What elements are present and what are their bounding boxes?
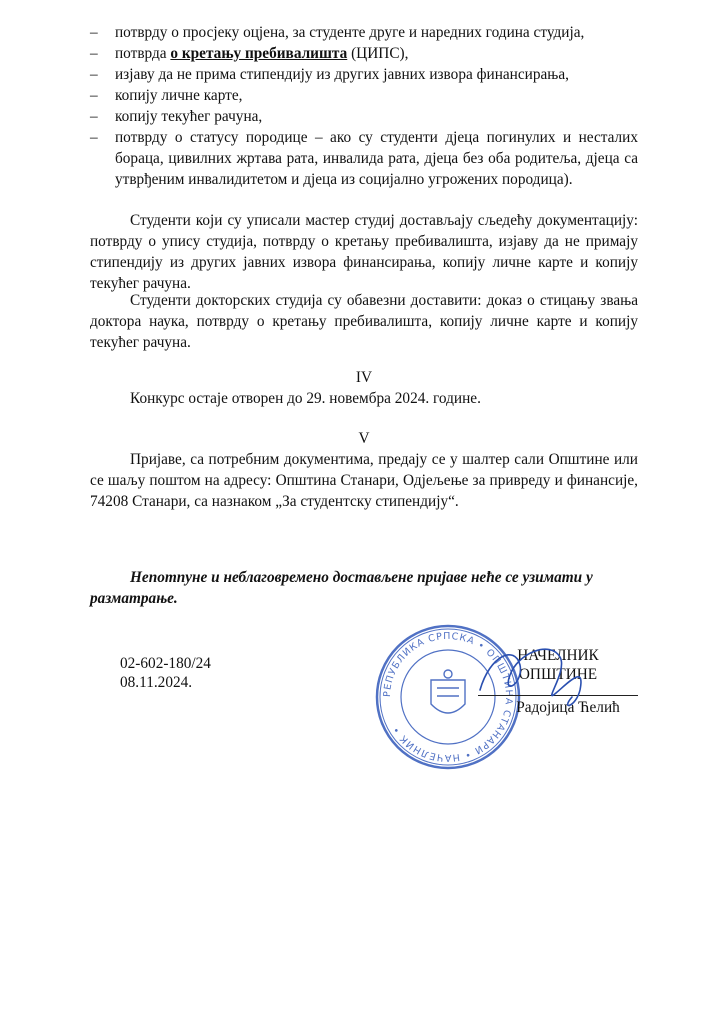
reference-date: 08.11.2024. [120, 674, 193, 691]
document-reference [120, 654, 211, 692]
list-item: – копију личне карте, [90, 87, 243, 104]
bullet-dash: – [90, 129, 98, 146]
bullet-dash: – [90, 24, 98, 41]
seal-text: РЕПУБЛИКА СРПСКА • ОПШТИНА СТАНАРИ • НАЧЕЛНИК • [381, 630, 515, 764]
bullet-dash: – [90, 108, 98, 125]
section-heading-v: V [358, 430, 370, 447]
bullet-dash: – [90, 45, 98, 62]
submission-paragraph: Пријаве, са потребним документима, предају се у шалтер сали Општине или се шаљу поштом на адресу: Општина Станари, Одјељење за привреду и финансије, 74208 Станари, са назнаком „За студентску стипендију“. [90, 451, 638, 510]
incomplete-applications-notice: Непотпуне и неблаговремено достављене пријаве неће се узимати у разматрање. [90, 569, 593, 607]
section-heading-iv: IV [355, 369, 373, 386]
bullet-dash: – [90, 66, 98, 83]
list-item: – копију текућег рачуна, [90, 108, 263, 125]
emphasized-phrase: о кретању пребивалишта [170, 45, 348, 62]
list-item: – потврду о статусу породице – ако су студенти дјеца погинулих и несталих бораца, цивилних жртава рата, инвалида рата, дјеца без оба родитеља, дјеца са утврђеним инвалидитетом и дјеца из социјално угрожених породица). [90, 129, 638, 188]
master-students-paragraph: Студенти који су уписали мастер студиј достављају сљедећу документацију: потврду о упису студија, потврду о кретању пребивалишта, изјаву да не примају стипендију из других јавних извора финансирања, копију личне карте и копију текућег рачуна. [90, 212, 638, 292]
doctoral-students-paragraph: Студенти докторских студија су обавезни доставити: доказ о стицању звања доктора наука, потврду о кретању пребивалишта, копију личне карте и копију текућег рачуна. [90, 292, 638, 351]
bullet-dash: – [90, 87, 98, 104]
required-documents-list [90, 22, 638, 190]
reference-number: 02-602-180/24 [120, 655, 211, 672]
list-item: – потврду о просјеку оцјена, за студенте друге и наредних година студија, [90, 24, 585, 41]
signatory-name: Радојица Ћелић [516, 699, 620, 716]
list-item: – потврда о кретању пребивалишта (ЦИПС), [90, 45, 409, 62]
deadline-text: Конкурс остаје отворен до 29. новембра 2024. године. [130, 390, 481, 407]
handwritten-signature-icon [460, 635, 600, 715]
signatory-title: НАЧЕЛНИК ОПШТИНЕ [517, 647, 599, 683]
list-item: – изјаву да не прима стипендију из других јавних извора финансирања, [90, 66, 569, 83]
